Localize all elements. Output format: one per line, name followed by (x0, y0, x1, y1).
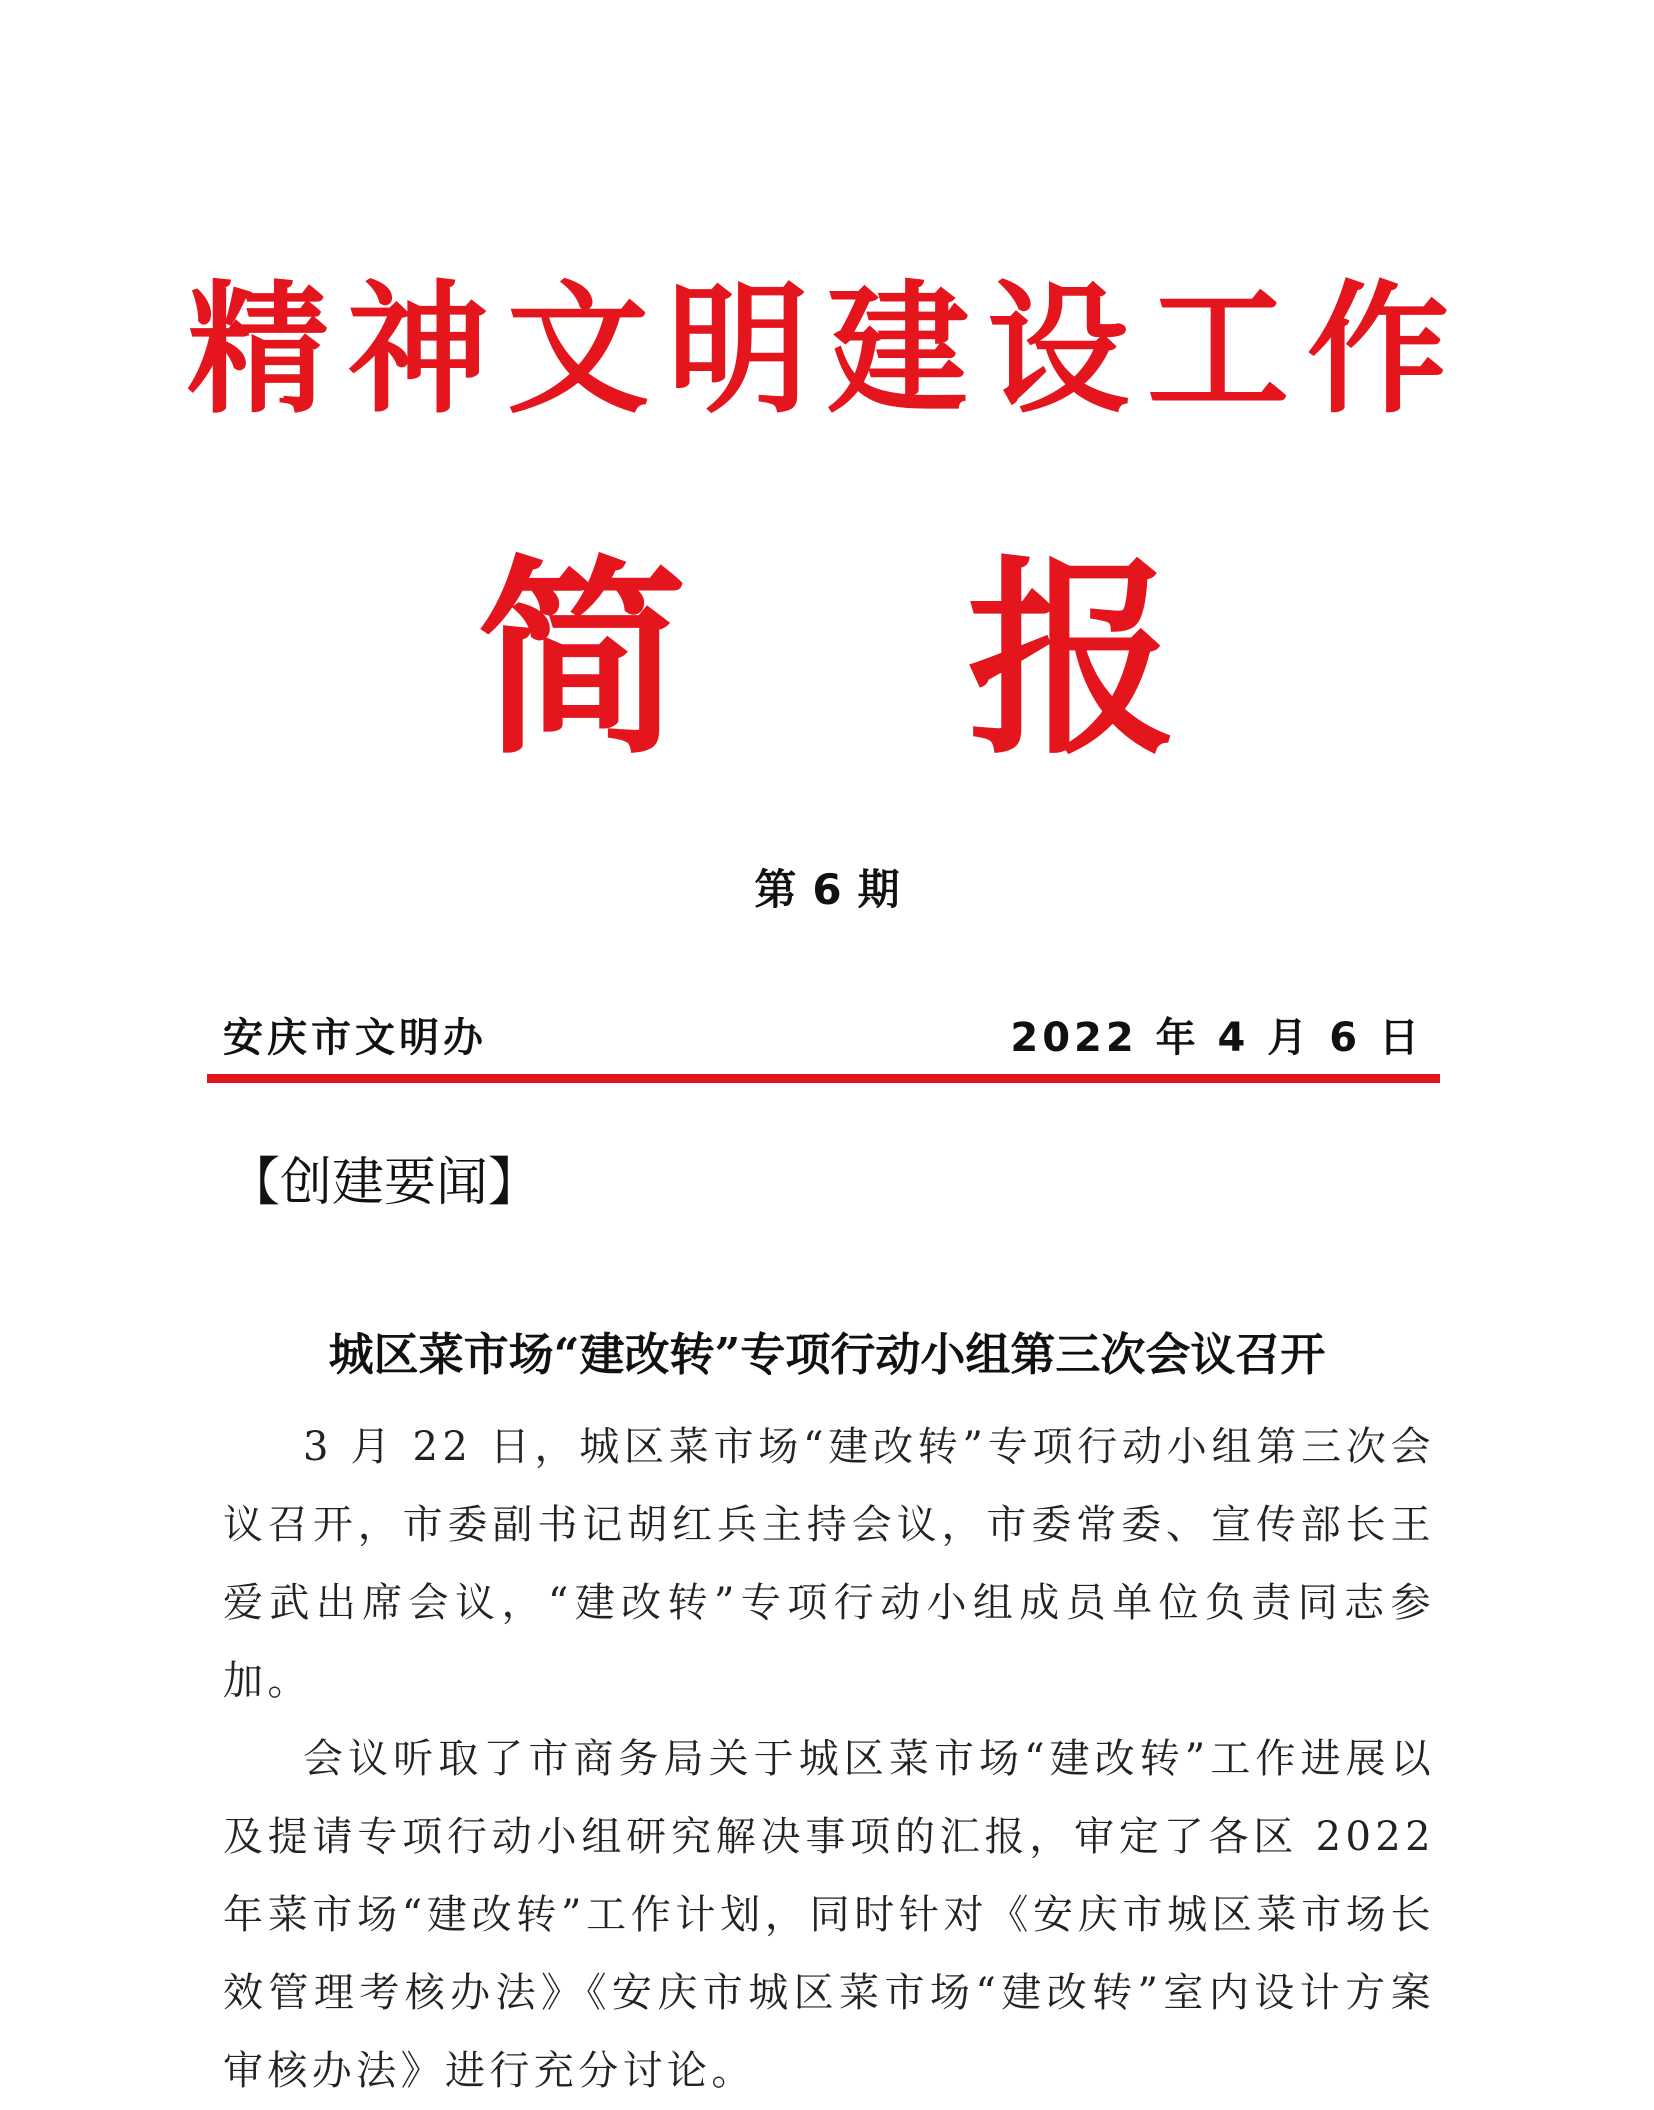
masthead-subtitle-left: 简 (476, 536, 687, 783)
issue-number (0, 862, 1654, 918)
masthead-title: 精神文明建设工作 (187, 267, 1467, 433)
masthead-subtitle (0, 536, 1654, 783)
publish-date: 2022 年 4 月 6 日 (1010, 1015, 1423, 1061)
issue-suffix: 期 (857, 865, 900, 914)
masthead-subtitle-right: 报 (967, 536, 1178, 783)
issue-prefix: 第 (754, 865, 797, 914)
publisher: 安庆市文明办 (223, 1015, 487, 1061)
article-paragraph: 3 月 22 日，城区菜市场“建改转”专项行动小组第三次会议召开，市委副书记胡红兵主持会议，市委常委、宣传部长王爱武出席会议，“建改转”专项行动小组成员单位负责同志参加。 (223, 1424, 1435, 1704)
meta-row (223, 1008, 1423, 1068)
section-heading: 【创建要闻】 (228, 1153, 541, 1213)
red-divider (207, 1074, 1440, 1083)
issue-value: 6 (812, 865, 842, 914)
article-body (223, 1408, 1435, 2110)
article-paragraph: 会议听取了市商务局关于城区菜市场“建改转”工作进展以及提请专项行动小组研究解决事项的汇报，审定了各区 2022 年菜市场“建改转”工作计划，同时针对《安庆市城区菜市场长效管理考核办法》《安庆市城区菜市场“建改转”室内设计方案审核办法》进行充分讨论。 (223, 1736, 1435, 2094)
article-title: 城区菜市场“建改转”专项行动小组第三次会议召开 (328, 1328, 1326, 1381)
